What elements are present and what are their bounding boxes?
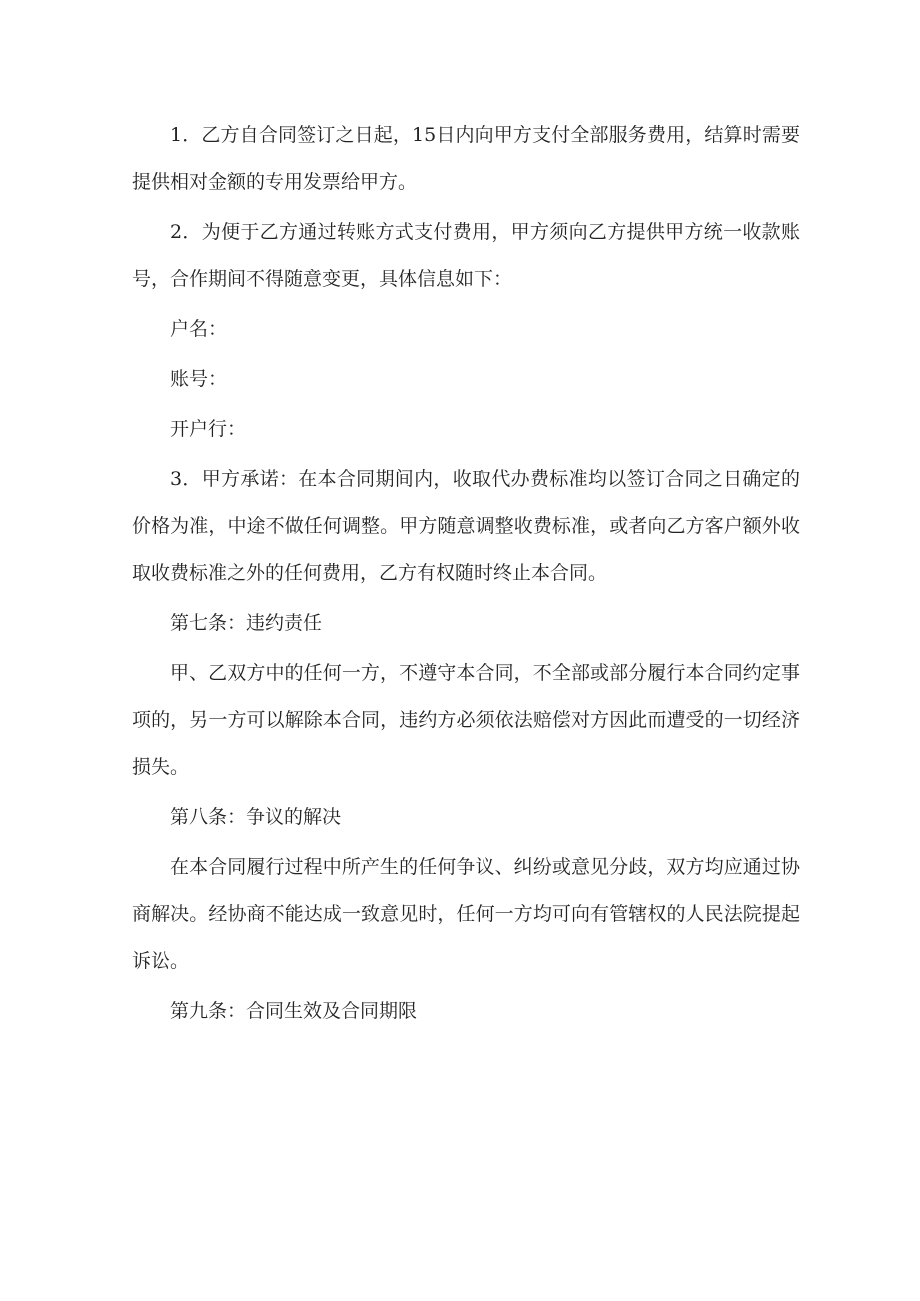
payment-clause-2: 2．为便于乙方通过转账方式支付费用，甲方须向乙方提供甲方统一收款账号，合作期间不得随意变更，具体信息如下： [132,221,800,290]
payment-clause-1: 1．乙方自合同签订之日起，15日内向甲方支付全部服务费用，结算时需要提供相对金额的专用发票给甲方。 [132,124,800,193]
account-number-field: 账号： [170,368,228,390]
document-body [132,112,800,1038]
article-9-title: 第九条：合同生效及合同期限 [170,1000,418,1022]
article-8-body: 在本合同履行过程中所产生的任何争议、纠纷或意见分歧，双方均应通过协商解决。经协商不能达成一致意见时，任何一方均可向有管辖权的人民法院提起诉讼。 [132,856,800,972]
article-8-title: 第八条：争议的解决 [170,806,342,828]
account-name-field: 户名： [170,318,228,340]
article-7-title: 第七条：违约责任 [170,612,323,634]
bank-field: 开户行： [170,418,247,440]
article-7-body: 甲、乙双方中的任何一方，不遵守本合同，不全部或部分履行本合同约定事项的，另一方可以解除本合同，违约方必须依法赔偿对方因此而遭受的一切经济损失。 [132,662,800,778]
payment-clause-3: 3．甲方承诺：在本合同期间内，收取代办费标准均以签订合同之日确定的价格为准，中途不做任何调整。甲方随意调整收费标准，或者向乙方客户额外收取收费标准之外的任何费用，乙方有权随时终止本合同。 [132,468,800,584]
